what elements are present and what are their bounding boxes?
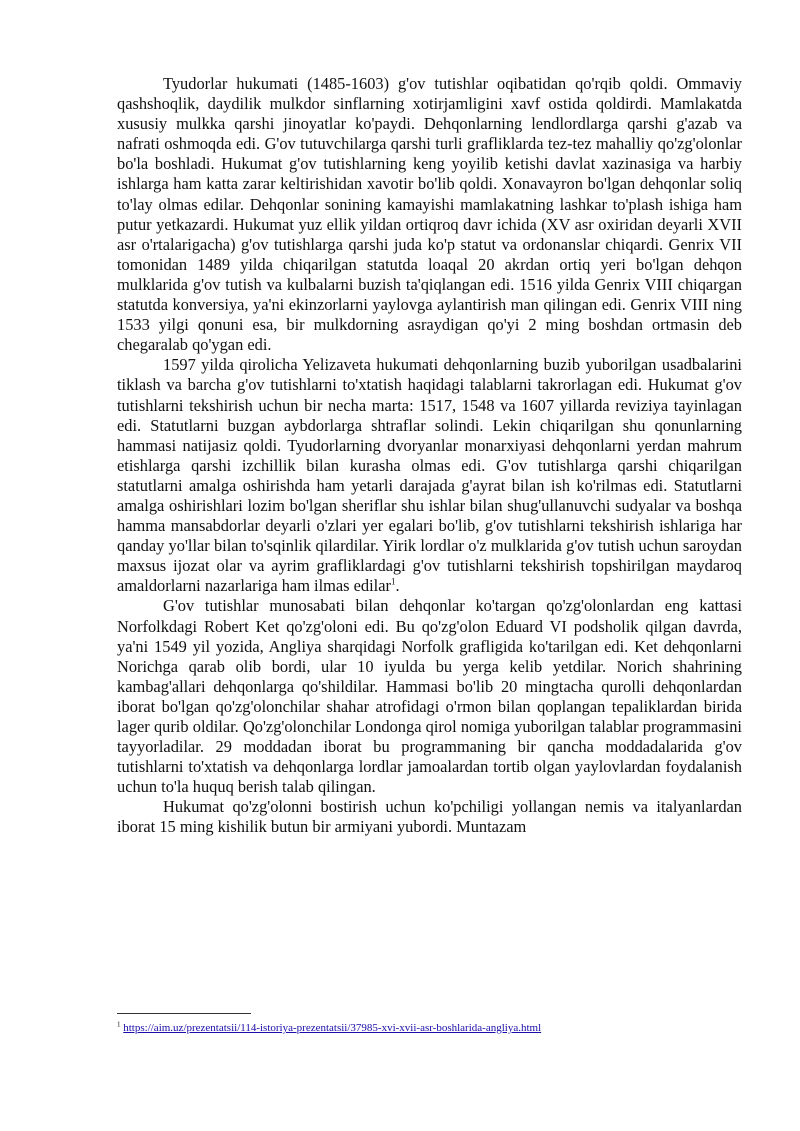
paragraph-4 — [117, 797, 742, 837]
paragraph-2-text: 1597 yilda qirolicha Yelizaveta hukumati dehqonlarning buzib yuborilgan usadbalarini tiklash va barcha g'ov tutishlarni to'xtatish haqidagi talablarni takrorlagan edi. Hukumat g'ov tutishlarni tekshirish uchun bir necha marta: 1517, 1548 va 1607 yillarda reviziya tayinlagan edi. Statutlarni buzgan aybdorlarga shtraflar solindi. Lekin chiqarilgan shu qonunlarning hammasi natijasiz qoldi. Tyudorlarning dvoryanlar monarxiyasi dehqonlarni yerdan mahrum etishlarga qarshi izchillik bilan kurasha olmas edi. G'ov tutishlarga qarshi chiqarilgan statutlarni amalga oshirishda ham yetarli darajada g'ayrat bilan ish ko'rilmas edi. Statutlarni amalga oshirishlari lozim bo'lgan sheriflar shu ishlar bilan shug'ullanuvchi sudyalar va boshqa hamma mansabdorlar deyarli o'zlari yer egalari bo'lib, g'ov tutishlarni tekshirish ishlariga har qanday yo'llar bilan to'sqinlik qilardilar. Yirik lordlar o'z mulklarida g'ov tutish uchun saroydan maxsus ijozat olar va ayrim grafliklardagi g'ov tutishlarni tekshirish topshirilgan maydaroq amaldorlarni nazarlariga ham ilmas edilar — [117, 355, 742, 596]
paragraph-4-text: Hukumat qo'zg'olonni bostirish uchun ko'pchiligi yollangan nemis va italyanlardan iborat 15 ming kishilik butun bir armiyani yubordi. Muntazam — [117, 797, 742, 837]
footnote — [117, 1021, 757, 1035]
paragraph-2 — [117, 355, 742, 596]
paragraph-3 — [117, 596, 742, 797]
paragraph-2-end: . — [395, 576, 400, 596]
paragraph-1-text: Tyudorlar hukumati (1485-1603) g'ov tutishlar oqibatidan qo'rqib qoldi. Ommaviy qashshoqlik, daydilik mulkdor sinflarning xotirjamligini xavf ostida qoldirdi. Mamlakatda xususiy mulkka qarshi jinoyatlar ko'paydi. Dehqonlarning lendlordlarga qarshi g'azab va nafrati oshmoqda edi. G'ov tutuvchilarga qarshi turli grafliklarda tez-tez mahalliy qo'zg'olonlar bo'la boshladi. Hukumat g'ov tutishlarning keng yoyilib ketishi davlat xazinasiga va harbiy ishlarga ham katta zarar keltirishidan xavotir bo'lib qoldi. Xonavayron bo'lgan dehqonlar soliq to'lay olmas edilar. Dehqonlar sonining kamayishi mamlakatning lashkar to'plash ishiga ham putur yetkazardi. Hukumat yuz ellik yildan ortiqroq davr ichida (XV asr oxiridan deyarli XVII asr o'rtalarigacha) g'ov tutishlarga qarshi juda ko'p statut va ordonanslar chiqardi. Genrix VII tomonidan 1489 yilda chiqarilgan statutda loaqal 20 akrdan ortiq yeri bo'lgan dehqon mulklarida g'ov tutish va kulbalarni buzish ta'qiqlangan edi. 1516 yilda Genrix VIII chiqargan statutda konversiya, ya'ni ekinzorlarni yaylovga aylantirish man qilingan edi. Genrix VIII ning 1533 yilgi qonuni esa, bir mulkdorning asraydigan qo'yi 2 ming boshdan ortmasin deb chegaralab qo'ygan edi. — [117, 74, 742, 355]
footnote-number: 1 — [117, 1020, 121, 1029]
paragraph-3-text: G'ov tutishlar munosabati bilan dehqonlar ko'targan qo'zg'olonlardan eng kattasi Norfolkdagi Robert Ket qo'zg'oloni edi. Bu qo'zg'olon Eduard VI podsholik qilgan davrda, ya'ni 1549 yil yozida, Angliya sharqidagi Norfolk grafligida ko'tarilgan edi. Ket dehqonlarni Norichga qarab olib bordi, ular 10 iyulda bu yerga kelib yetdilar. Norich shahrining kambag'allari dehqonlarga qo'shildilar. Hammasi bo'lib 20 mingtacha qurolli dehqonlardan iborat bo'lgan qo'zg'olonchilar shahar atrofidagi o'rmon bilan qoplangan tepaliklardan birida lager qurib oldilar. Qo'zg'olonchilar Londonga qirol nomiga yuborilgan talablar programmasini tayyorladilar. 29 moddadan iborat bu programmaning bir qancha moddadalarida g'ov tutishlarni to'xtatish va dehqonlarga lordlar jamoalardan tortib olgan yaylovlardan foydalanish uchun to'la huquq berish talab qilingan. — [117, 596, 742, 797]
paragraph-1 — [117, 74, 742, 355]
footnote-link[interactable]: https://aim.uz/prezentatsii/114-istoriya-prezentatsii/37985-xvi-xvii-asr-boshlarida-angliya.html — [123, 1022, 542, 1034]
footnote-ref[interactable]: 1 — [390, 576, 396, 587]
footnote-separator — [117, 1013, 251, 1014]
document-body — [117, 74, 742, 838]
